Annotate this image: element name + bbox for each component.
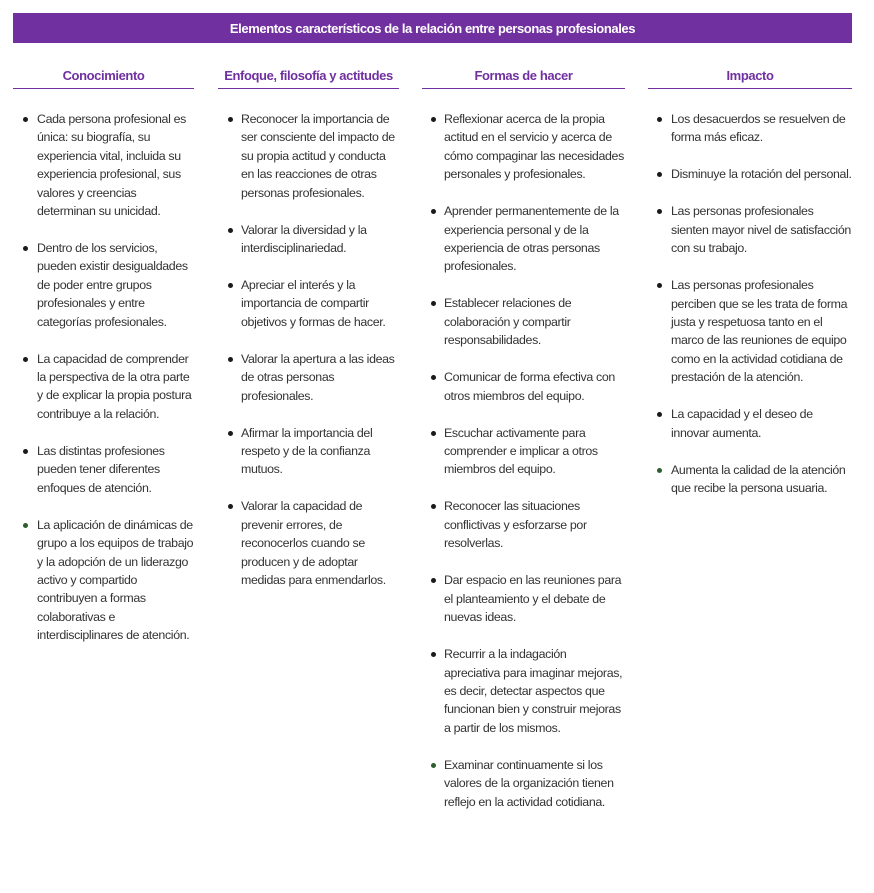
bullet-icon xyxy=(657,172,662,177)
bullet-icon xyxy=(23,246,28,251)
bullet-icon xyxy=(431,117,436,122)
list-item: Reflexionar acerca de la propia actitud en el servicio y acerca de cómo compaginar las necesidades personales y profesionales. xyxy=(431,110,624,184)
bullet-icon xyxy=(228,431,233,436)
list-item: Disminuye la rotación del personal. xyxy=(657,165,852,183)
list-item: Dentro de los servicios, pueden existir desigualdades de poder entre grupos profesionales y entre categorías profesionales. xyxy=(23,239,196,331)
column-heading: Enfoque, filosofía y actitudes xyxy=(218,64,399,89)
bullet-icon xyxy=(23,523,28,528)
column-formas-de-hacer xyxy=(422,64,625,830)
column-list xyxy=(648,110,852,497)
list-item: Reconocer la importancia de ser consciente del impacto de su propia actitud y conducta en las reacciones de otras personas profesionales. xyxy=(228,110,399,202)
list-item: Comunicar de forma efectiva con otros miembros del equipo. xyxy=(431,368,624,405)
column-list xyxy=(218,110,399,590)
column-list xyxy=(422,110,624,811)
bullet-icon xyxy=(431,209,436,214)
list-item: Valorar la apertura a las ideas de otras personas profesionales. xyxy=(228,350,399,405)
list-item: Aprender permanentemente de la experiencia personal y de la experiencia de otras personas profesionales. xyxy=(431,202,624,276)
list-item: Afirmar la importancia del respeto y de la confianza mutuos. xyxy=(228,424,399,479)
bullet-icon xyxy=(657,412,662,417)
bullet-icon xyxy=(431,375,436,380)
bullet-icon xyxy=(23,449,28,454)
bullet-icon xyxy=(657,209,662,214)
bullet-icon xyxy=(228,504,233,509)
bullet-icon xyxy=(657,117,662,122)
column-impacto xyxy=(648,64,852,516)
bullet-icon xyxy=(228,283,233,288)
bullet-icon xyxy=(657,468,662,473)
list-item: Aumenta la calidad de la atención que recibe la persona usuaria. xyxy=(657,461,852,498)
column-list xyxy=(13,110,196,645)
list-item: Las personas profesionales perciben que se les trata de forma justa y respetuosa tanto en el marco de las reuniones de equipo como en la actividad cotidiana de prestación de la atención. xyxy=(657,276,852,386)
bullet-icon xyxy=(431,652,436,657)
column-heading: Impacto xyxy=(648,64,852,89)
bullet-icon xyxy=(23,117,28,122)
list-item: Examinar continuamente si los valores de la organización tienen reflejo en la actividad cotidiana. xyxy=(431,756,624,811)
bullet-icon xyxy=(431,301,436,306)
list-item: Escuchar activamente para comprender e implicar a otros miembros del equipo. xyxy=(431,424,624,479)
column-heading: Conocimiento xyxy=(13,64,194,89)
list-item: La aplicación de dinámicas de grupo a los equipos de trabajo y la adopción de un liderazgo activo y compartido contribuyen a formas colaborativas e interdisciplinares de atención. xyxy=(23,516,196,645)
bullet-icon xyxy=(23,357,28,362)
list-item: La capacidad de comprender la perspectiva de la otra parte y de explicar la propia postura contribuye a la relación. xyxy=(23,350,196,424)
list-item: Recurrir a la indagación apreciativa para imaginar mejoras, es decir, detectar aspectos que funcionan bien y construir mejoras a partir de los mismos. xyxy=(431,645,624,737)
list-item: Reconocer las situaciones conflictivas y esforzarse por resolverlas. xyxy=(431,497,624,552)
bullet-icon xyxy=(431,504,436,509)
list-item: Cada persona profesional es única: su biografía, su experiencia vital, incluida su experiencia profesional, sus valores y creencias determinan su unicidad. xyxy=(23,110,196,220)
column-conocimiento xyxy=(13,64,194,663)
bullet-icon xyxy=(431,431,436,436)
bullet-icon xyxy=(657,283,662,288)
list-item: Las distintas profesiones pueden tener diferentes enfoques de atención. xyxy=(23,442,196,497)
column-enfoque xyxy=(218,64,399,608)
table-title: Elementos característicos de la relación entre personas profesionales xyxy=(229,20,636,36)
bullet-icon xyxy=(431,578,436,583)
column-heading: Formas de hacer xyxy=(422,64,625,89)
list-item: Valorar la capacidad de prevenir errores, de reconocerlos cuando se producen y de adoptar medidas para enmendarlos. xyxy=(228,497,399,589)
list-item: Los desacuerdos se resuelven de forma más eficaz. xyxy=(657,110,852,147)
list-item: La capacidad y el deseo de innovar aumenta. xyxy=(657,405,852,442)
list-item: Apreciar el interés y la importancia de compartir objetivos y formas de hacer. xyxy=(228,276,399,331)
bullet-icon xyxy=(228,117,233,122)
list-item: Las personas profesionales sienten mayor nivel de satisfacción con su trabajo. xyxy=(657,202,852,257)
list-item: Dar espacio en las reuniones para el planteamiento y el debate de nuevas ideas. xyxy=(431,571,624,626)
bullet-icon xyxy=(228,228,233,233)
list-item: Establecer relaciones de colaboración y compartir responsabilidades. xyxy=(431,294,624,349)
bullet-icon xyxy=(228,357,233,362)
table-title-banner xyxy=(13,13,852,43)
list-item: Valorar la diversidad y la interdisciplinariedad. xyxy=(228,221,399,258)
bullet-icon xyxy=(431,763,436,768)
